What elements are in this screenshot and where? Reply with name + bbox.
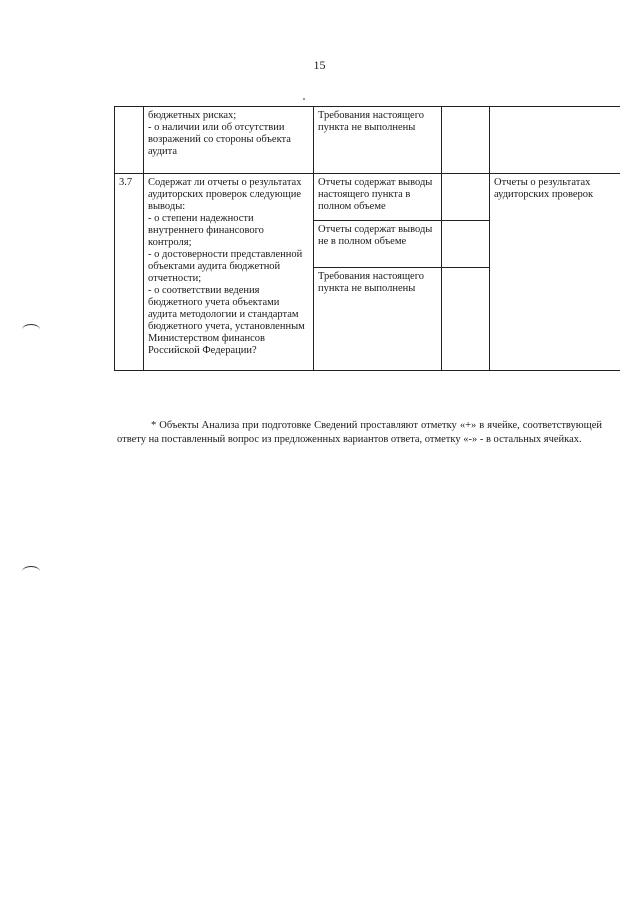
question-cell bbox=[144, 107, 314, 174]
question-text: бюджетных рисках; - о наличии или об отсутствии возражений со стороны объекта аудита bbox=[148, 110, 291, 157]
answer-option-cell bbox=[314, 268, 442, 371]
question-cell bbox=[144, 174, 314, 371]
mark-cell bbox=[442, 174, 490, 221]
item-number: 3.7 bbox=[119, 177, 133, 188]
punch-hole-mark bbox=[22, 324, 40, 335]
answer-option-text: Отчеты содержат выводы не в полном объеме bbox=[318, 224, 433, 247]
source-document-text: Отчеты о результатах аудиторских проверок bbox=[494, 177, 594, 200]
answer-option-cell bbox=[314, 221, 442, 268]
audit-questionnaire-table bbox=[114, 106, 620, 371]
mark-cell bbox=[442, 221, 490, 268]
table-row bbox=[115, 174, 621, 221]
source-document-cell bbox=[490, 174, 621, 371]
answer-option-text: Требования настоящего пункта не выполнены bbox=[318, 110, 424, 133]
table-row bbox=[115, 107, 621, 174]
item-number-cell bbox=[115, 107, 144, 174]
source-document-cell bbox=[490, 107, 621, 174]
question-text: Содержат ли отчеты о результатах аудиторских проверок следующие выводы: - о степени надежности внутреннего финансового контроля; - о достоверности представленной объектами аудита бюджетной отчетности; - о соответствии ведения бюджетного учета объектами аудита методологии и стандартам бюджетного учета, установленным Министерством финансов Российской Федерации? bbox=[148, 177, 305, 356]
scan-dot bbox=[303, 98, 305, 100]
answer-option-cell bbox=[314, 174, 442, 221]
footnote-text: * Объекты Анализа при подготовке Сведений проставляют отметку «+» в ячейке, соответствующей ответу на поставленный вопрос из предложенных вариантов ответа, отметку «-» - в остальных ячейках. bbox=[117, 420, 602, 445]
answer-option-text: Требования настоящего пункта не выполнены bbox=[318, 271, 424, 294]
page-number: 15 bbox=[313, 58, 326, 72]
mark-cell bbox=[442, 268, 490, 371]
answer-option-cell bbox=[314, 107, 442, 174]
item-number-cell bbox=[115, 174, 144, 371]
mark-cell bbox=[442, 107, 490, 174]
footnote bbox=[117, 419, 602, 447]
punch-hole-mark bbox=[22, 566, 40, 577]
answer-option-text: Отчеты содержат выводы настоящего пункта в полном объеме bbox=[318, 177, 433, 212]
